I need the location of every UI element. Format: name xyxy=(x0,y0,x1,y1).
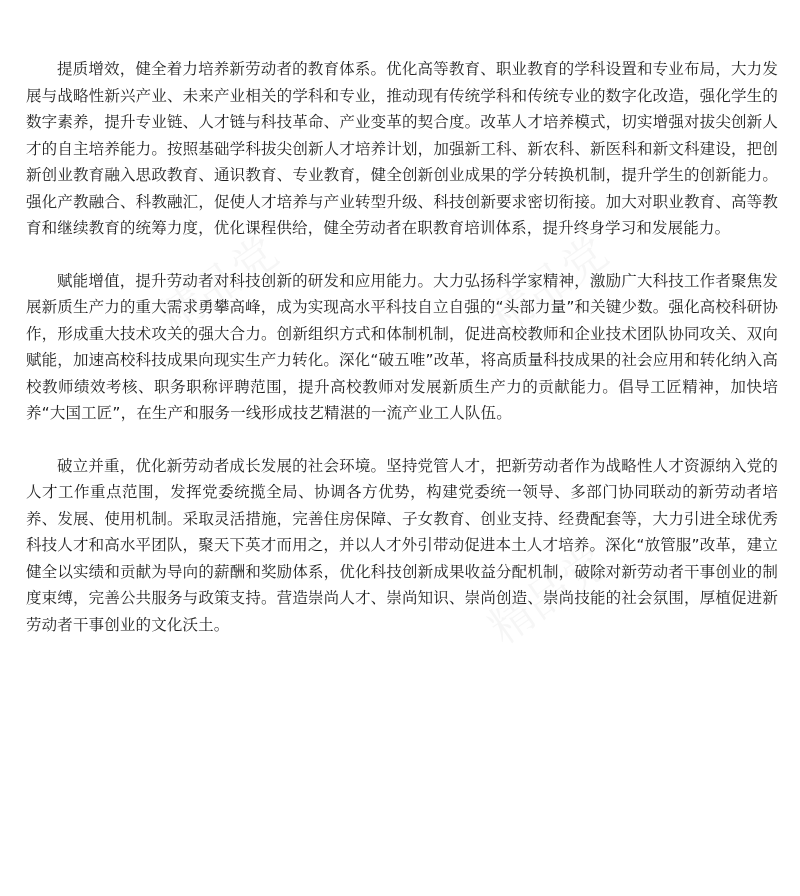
paragraph-2: 赋能增值，提升劳动者对科技创新的研发和应用能力。大力弘扬科学家精神，激励广大科技工作者聚焦发展新质生产力的重大需求勇攀高峰，成为实现高水平科技自立自强的“头部力量”和关键少数。强化高校科研协作，形成重大技术攻关的强大合力。创新组织方式和体制机制，促进高校教师和企业技术团队协同攻关、双向赋能，加速高校科技成果向现实生产力转化。深化“破五唯”改革，将高质量科技成果的社会应用和转化纳入高校教师绩效考核、职务职称评聘范围，提升高校教师对发展新质生产力的贡献能力。倡导工匠精神，加快培养“大国工匠”，在生产和服务一线形成技艺精湛的一流产业工人队伍。 xyxy=(26,271,778,422)
paragraph-1: 提质增效，健全着力培养新劳动者的教育体系。优化高等教育、职业教育的学科设置和专业布局，大力发展与战略性新兴产业、未来产业相关的学科和专业，推动现有传统学科和传统专业的数字化改造，强化学生的数字素养，提升专业链、人才链与科技革命、产业变革的契合度。改革人才培养模式，切实增强对拔尖创新人才的自主培养能力。按照基础学科拔尖创新人才培养计划，加强新工科、新农科、新医科和新文科建设，把创新创业教育融入思政教育、通识教育、专业教育，健全创新创业成果的学分转换机制，提升学生的创新能力。强化产教融合、科教融汇，促使人才培养与产业转型升级、科技创新要求密切衔接。加大对职业教育、高等教育和继续教育的统筹力度，优化课程供给，健全劳动者在职教育培训体系，提升终身学习和发展能力。 xyxy=(26,60,778,237)
document-body xyxy=(26,56,778,664)
paragraph-3: 破立并重，优化新劳动者成长发展的社会环境。坚持党管人才，把新劳动者作为战略性人才资源纳入党的人才工作重点范围，发挥党委统揽全局、协调各方优势，构建党委统一领导、多部门协同联动的新劳动者培养、发展、使用机制。采取灵活措施，完善住房保障、子女教育、创业支持、经费配套等，大力引进全球优秀科技人才和高水平团队，聚天下英才而用之，并以人才外引带动促进本土人才培养。深化“放管服”改革，建立健全以实绩和贡献为导向的薪酬和奖励体系，优化科技创新成果收益分配机制，破除对新劳动者干事创业的制度束缚，完善公共服务与政策支持。营造崇尚人才、崇尚知识、崇尚创造、崇尚技能的社会氛围，厚植促进新劳动者干事创业的文化沃土。 xyxy=(26,456,778,634)
